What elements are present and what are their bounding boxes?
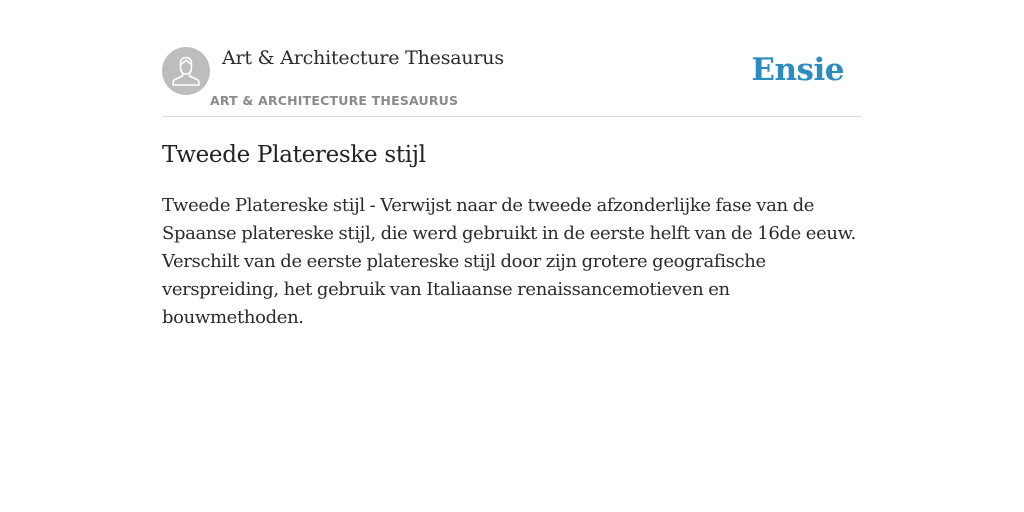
- ensie-logo[interactable]: Ensie: [751, 52, 844, 88]
- entry-header: [162, 0, 862, 117]
- entry-card: [162, 0, 862, 512]
- user-avatar-icon[interactable]: [162, 47, 210, 95]
- author-name-link[interactable]: Art & Architecture Thesaurus: [222, 47, 504, 69]
- entry-definition: Tweede Platereske stijl - Verwijst naar de tweede afzonderlijke fase van de Spaanse platereske stijl, die werd gebruikt in de eerste helft van de 16de eeuw. Verschilt van de eerste platereske stijl door zijn grotere geografische verspreiding, het gebruik van Italiaanse renaissancemotieven en bouwmethoden.: [162, 195, 856, 328]
- entry-title: Tweede Platereske stijl: [162, 142, 426, 168]
- source-label: ART & ARCHITECTURE THESAURUS: [210, 93, 459, 108]
